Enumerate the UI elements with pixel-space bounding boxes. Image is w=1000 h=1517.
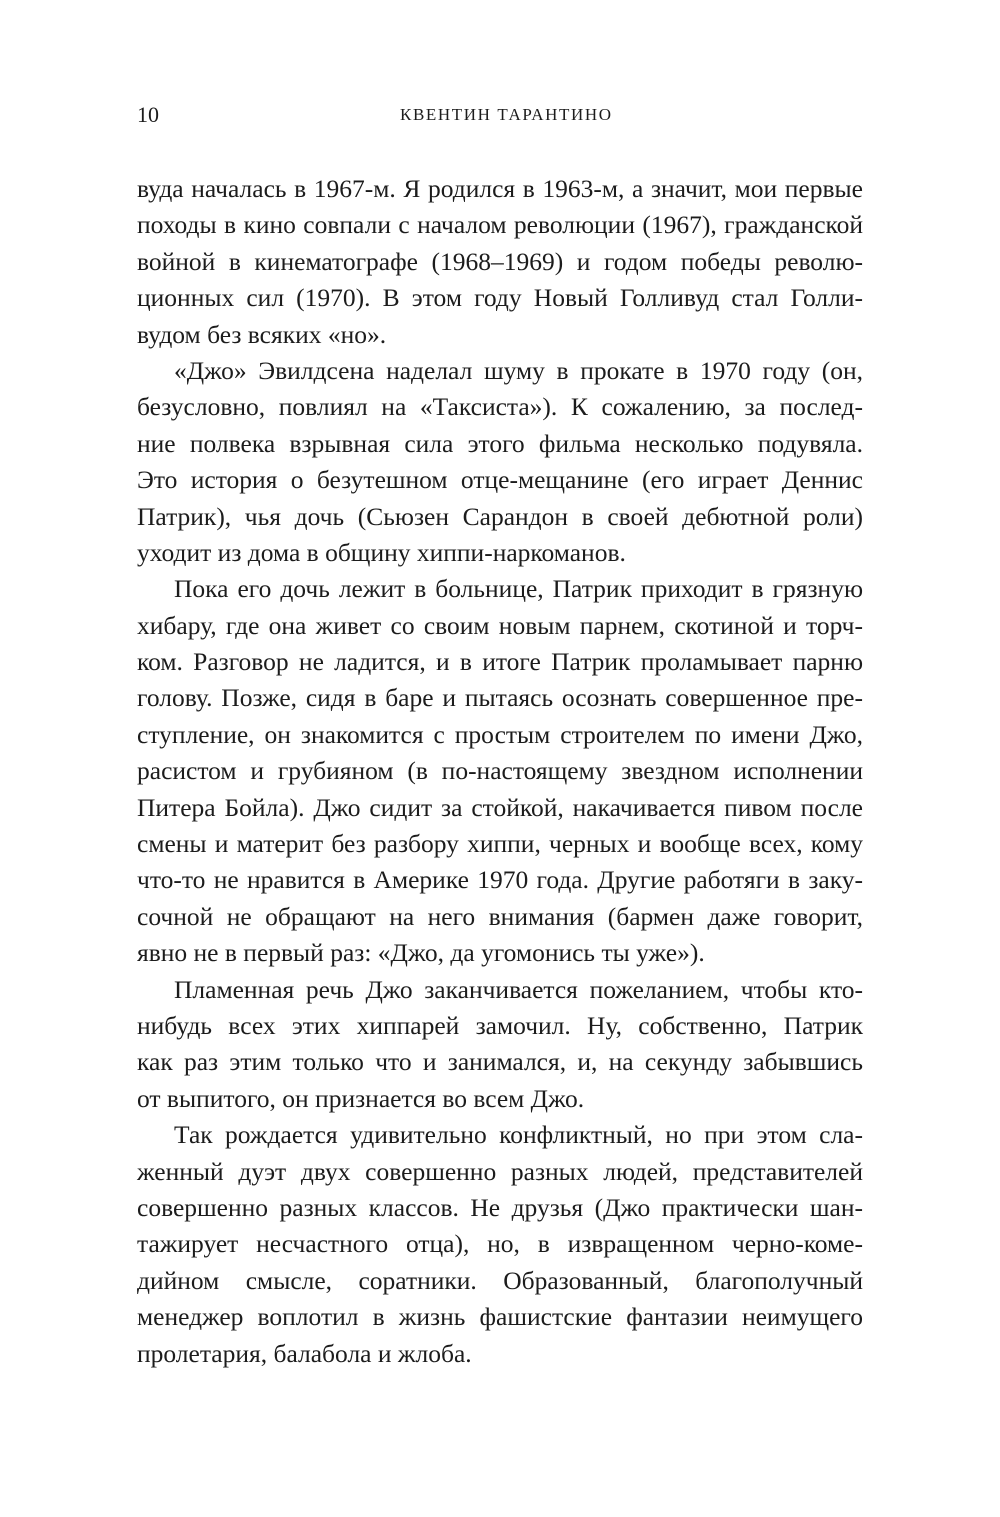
page-number: 10 (137, 102, 159, 127)
text-line: хибару, где она живет со своим новым парнем, скотиной и торч- (137, 610, 863, 640)
text-line: от выпитого, он признается во всем Джо. (137, 1083, 585, 1113)
text-line: вуда началась в 1967-м. Я родился в 1963-м, а значит, мои первые (137, 174, 863, 203)
text-line: что-то не нравится в Америке 1970 года. Другие работяги в заку- (137, 865, 863, 895)
text-line: женный дуэт двух совершенно разных людей, представителей (137, 1156, 863, 1186)
text-line: Патрик), чья дочь (Сьюзен Сарандон в своей дебютной роли) (137, 501, 863, 531)
text-line: «Джо» Эвилдсена наделал шуму в прокате в 1970 году (он, (174, 355, 863, 385)
text-line: нибудь всех этих хиппарей замочил. Ну, собственно, Патрик (137, 1010, 863, 1040)
text-line: вудом без всяких «но». (137, 319, 387, 349)
text-line: пролетария, балабола и жлоба. (137, 1338, 472, 1368)
paragraph-1 (137, 171, 863, 353)
main-text (137, 171, 863, 1372)
text-line: голову. Позже, сидя в баре и пытаясь осознать совершенное пре- (137, 683, 863, 713)
text-line: войной в кинематографе (1968–1969) и годом победы револю- (137, 246, 863, 276)
text-line: явно не в первый раз: «Джо, да угомонись ты уже»). (137, 938, 705, 968)
text-line: совершенно разных классов. Не друзья (Джо практически шан- (137, 1192, 863, 1222)
running-header (0, 100, 1000, 130)
paragraph-4 (137, 972, 863, 1118)
running-title: КВЕНТИН ТАРАНТИНО (400, 105, 613, 124)
text-line: Пламенная речь Джо заканчивается пожеланием, чтобы кто- (174, 974, 863, 1004)
text-line: тажирует несчастного отца), но, в извращенном черно-коме- (137, 1229, 863, 1259)
text-line: Это история о безутешном отце-мещанине (его играет Деннис (137, 465, 863, 495)
text-line: сочной не обращают на него внимания (бармен даже говорит, (137, 901, 863, 931)
paragraph-2 (137, 353, 863, 571)
text-line: дийном смысле, соратники. Образованный, благополучный (137, 1265, 863, 1295)
text-line: безусловно, повлиял на «Таксиста»). К сожалению, за послед- (137, 392, 863, 422)
text-line: Питера Бойла). Джо сидит за стойкой, накачивается пивом после (137, 792, 863, 822)
paragraph-5 (137, 1117, 863, 1372)
paragraph-3 (137, 571, 863, 971)
text-line: расистом и грубияном (в по-настоящему звездном исполнении (137, 756, 863, 786)
text-line: ционных сил (1970). В этом году Новый Голливуд стал Голли- (137, 283, 863, 313)
text-line: уходит из дома в общину хиппи-наркоманов. (137, 537, 626, 567)
text-line: Пока его дочь лежит в больнице, Патрик приходит в грязную (174, 574, 863, 604)
text-line: смены и материт без разбору хиппи, черных и вообще всех, кому (137, 829, 863, 859)
text-line: ние полвека взрывная сила этого фильма несколько подувяла. (137, 428, 863, 458)
text-line: ступление, он знакомится с простым строителем по имени Джо, (137, 719, 863, 749)
text-line: походы в кино совпали с началом революции (1967), гражданской (137, 210, 863, 240)
text-line: ком. Разговор не ладится, и в итоге Патрик проламывает парню (137, 647, 863, 677)
text-line: как раз этим только что и занимался, и, на секунду забывшись (137, 1047, 863, 1077)
text-line: менеджер воплотил в жизнь фашистские фантазии неимущего (137, 1302, 863, 1332)
text-line: Так рождается удивительно конфликтный, но при этом сла- (174, 1120, 863, 1150)
